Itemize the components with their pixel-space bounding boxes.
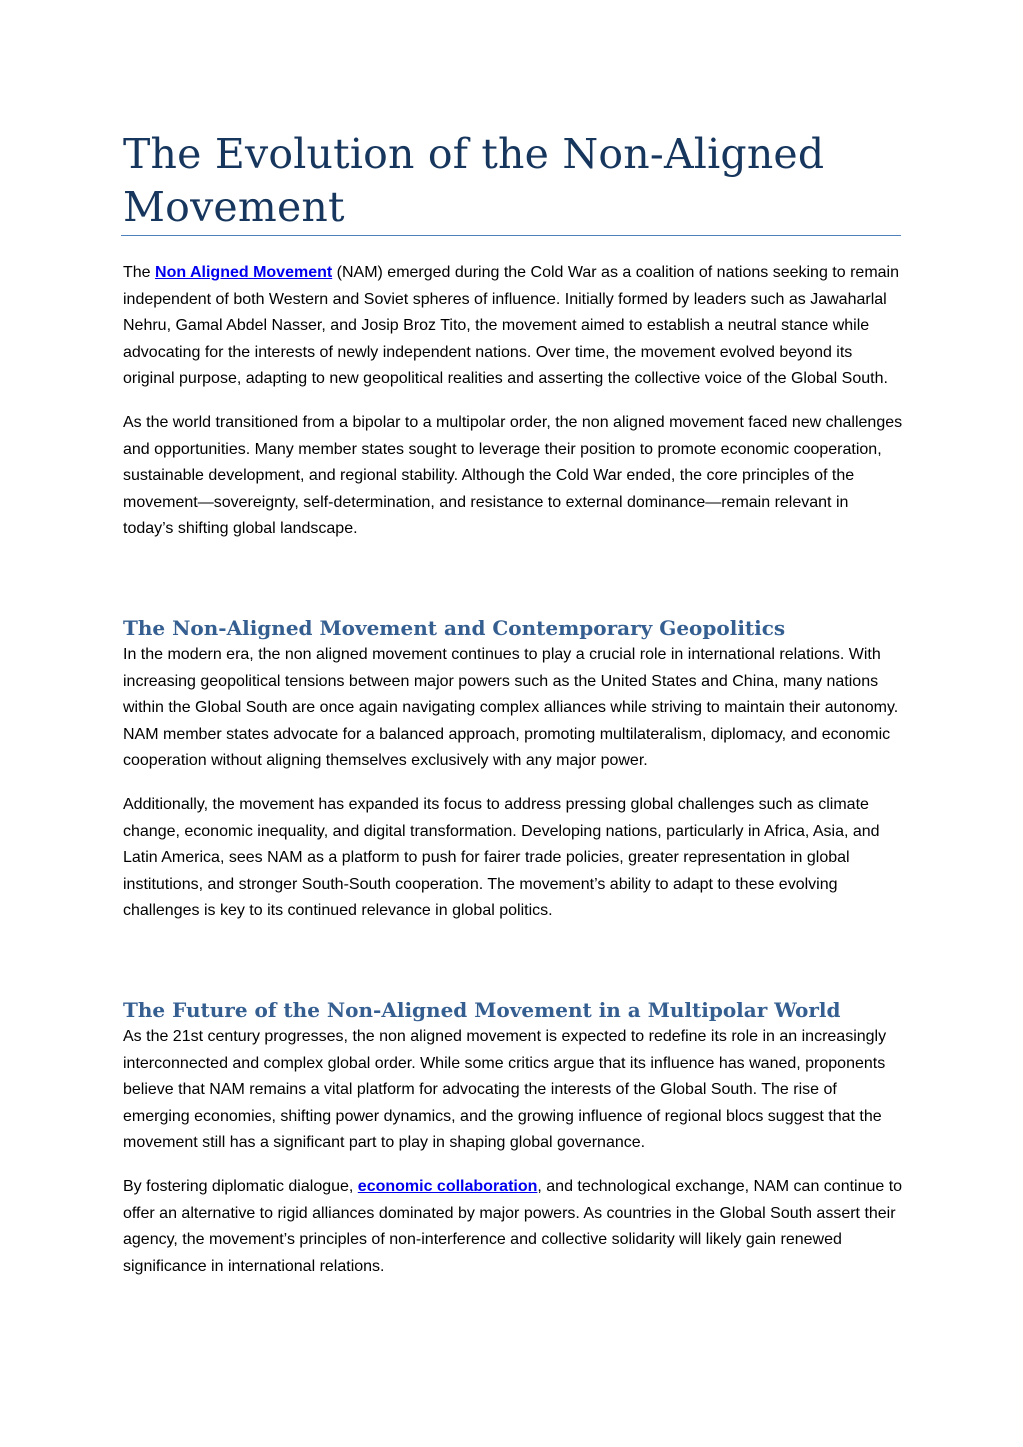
intro-paragraph-1 — [123, 260, 903, 393]
section-2-paragraph-2 — [123, 1174, 903, 1280]
section-1-paragraph-1: In the modern era, the non aligned movement continues to play a crucial role in international relations. With increasing geopolitical tensions between major powers such as the United States and China, many nations within the Global South are once again navigating complex alliances while striving to maintain their autonomy. NAM member states advocate for a balanced approach, promoting multilateralism, diplomacy, and economic cooperation without aligning themselves exclusively with any major power. — [123, 646, 899, 770]
document-title: The Evolution of the Non-Aligned Movement — [123, 130, 825, 231]
section-2-paragraph-2-lead: By fostering diplomatic dialogue, — [123, 1177, 358, 1195]
non-aligned-movement-link[interactable]: Non Aligned Movement — [155, 264, 333, 281]
section-2-paragraph-2-rest: , and technological exchange, NAM can continue to offer an alternative to rigid alliances dominated by major powers. As countries in the Global South assert their agency, the movement’s principles of non-interference and collective solidarity will likely gain renewed significance in international relations. — [123, 1177, 903, 1275]
economic-collaboration-link[interactable]: economic collaboration — [357, 1177, 538, 1195]
intro-paragraph-2: As the world transitioned from a bipolar to a multipolar order, the non aligned movement faced new challenges and opportunities. Many member states sought to leverage their position to promote economic cooperation, sustainable development, and regional stability. Although the Cold War ended, the core principles of the movement—sovereignty, self-determination, and resistance to external dominance—remain relevant in today’s shifting global landscape. — [123, 413, 903, 538]
section-heading-future-multipolar-world: The Future of the Non-Aligned Movement in a Multipolar World — [123, 998, 841, 1022]
title-divider — [121, 235, 901, 236]
document-page — [123, 0, 903, 1275]
intro-paragraph-1-rest: (NAM) emerged during the Cold War as a coalition of nations seeking to remain independent of both Western and Soviet spheres of influence. Initially formed by leaders such as Jawaharlal Nehru, Gamal Abdel Nasser, and Josip Broz Tito, the movement aimed to establish a neutral stance while advocating for the interests of newly independent nations. Over time, the movement evolved beyond its original purpose, adapting to new geopolitical realities and asserting the collective voice of the Global South. — [123, 264, 899, 388]
intro-section — [123, 260, 903, 560]
section-2-paragraph-1: As the 21st century progresses, the non aligned movement is expected to redefine its role in an increasingly interconnected and complex global order. While some critics argue that its influence has waned, proponents believe that NAM remains a vital platform for advocating the interests of the Global South. The rise of emerging economies, shifting power dynamics, and the growing influence of regional blocs suggest that the movement still has a significant part to play in shaping global governance. — [123, 1028, 887, 1152]
section-heading-contemporary-geopolitics: The Non-Aligned Movement and Contemporary Geopolitics — [123, 616, 786, 640]
section-contemporary-geopolitics — [123, 614, 903, 942]
intro-paragraph-1-lead: The — [123, 264, 156, 281]
section-future-multipolar-world — [123, 996, 903, 1297]
section-1-paragraph-2: Additionally, the movement has expanded its focus to address pressing global challenges such as climate change, economic inequality, and digital transformation. Developing nations, particularly in Africa, Asia, and Latin America, sees NAM as a platform to push for fairer trade policies, greater representation in global institutions, and stronger South-South cooperation. The movement’s ability to adapt to these evolving challenges is key to its continued relevance in global politics. — [123, 795, 880, 920]
